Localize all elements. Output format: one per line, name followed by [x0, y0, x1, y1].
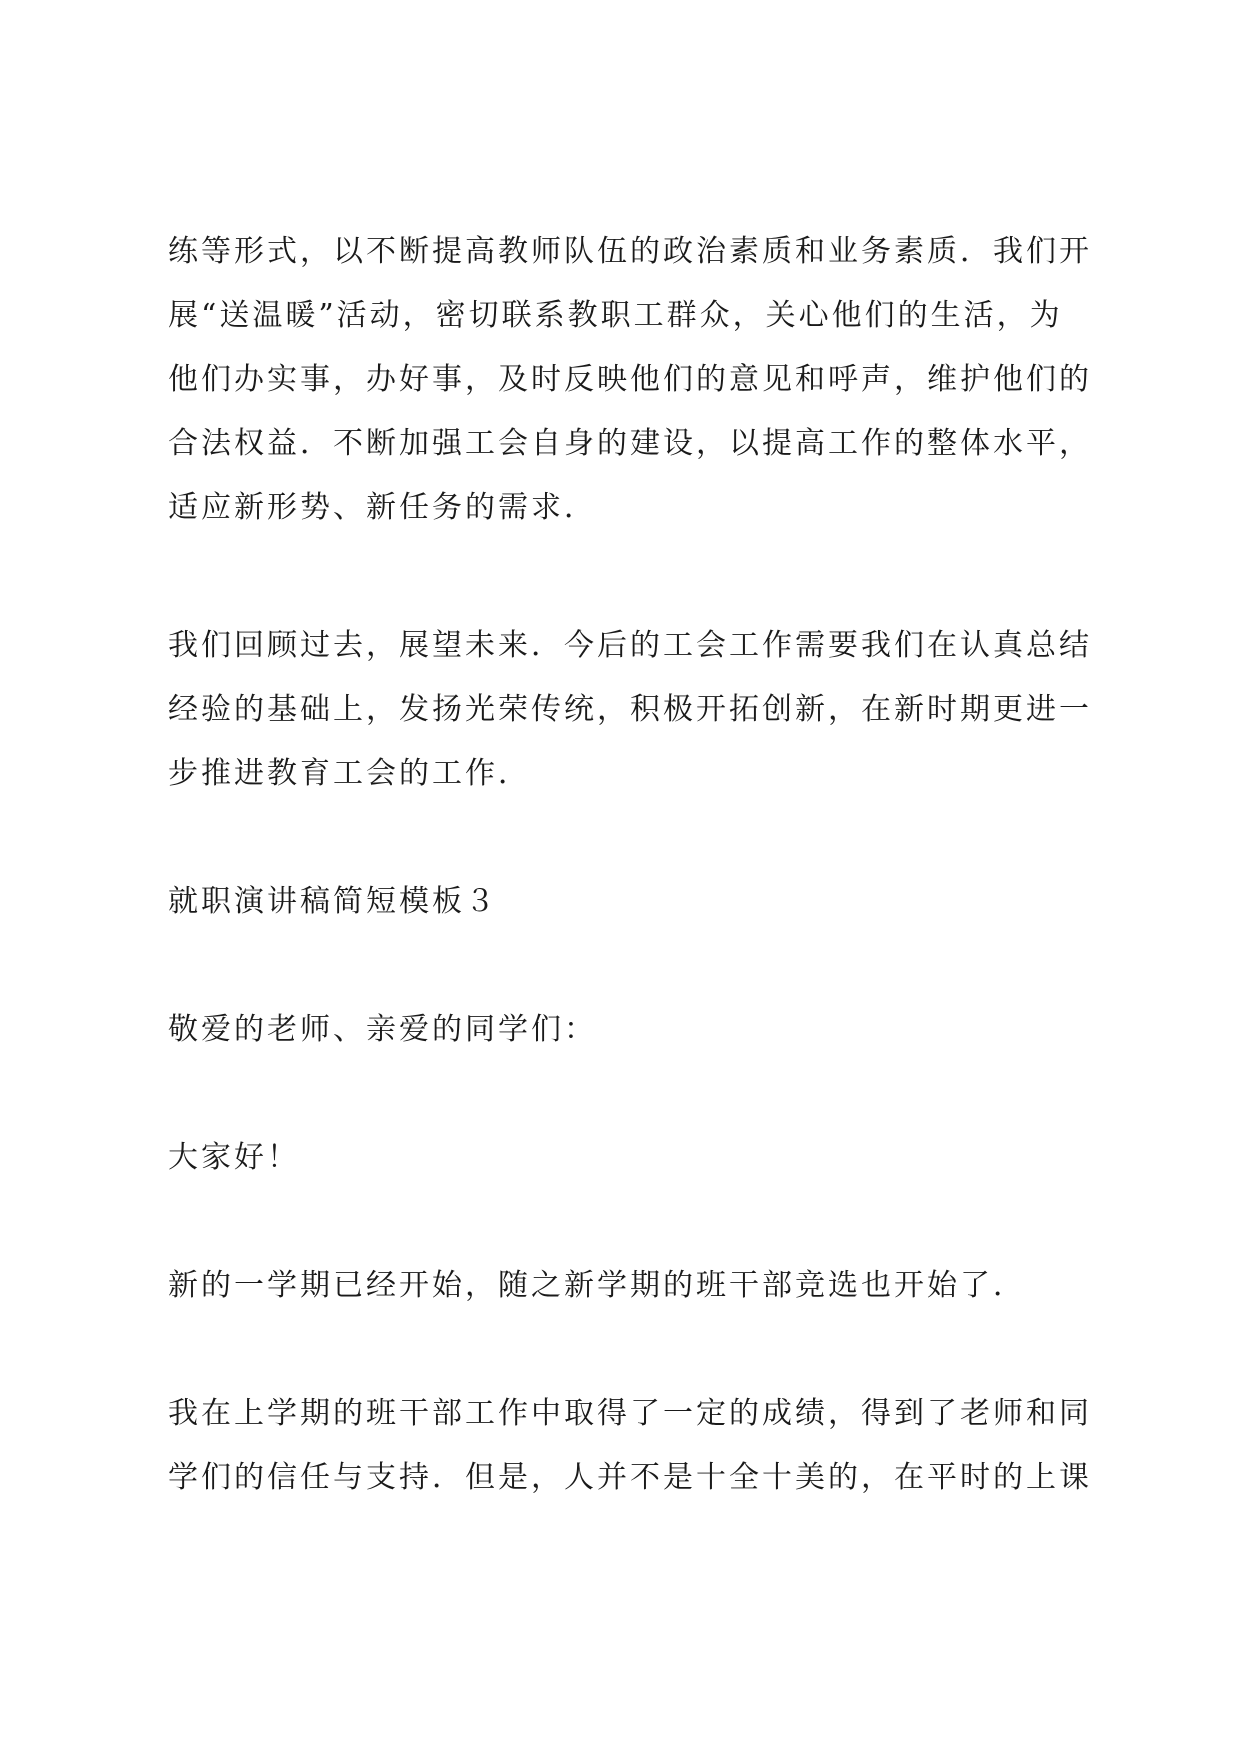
- text-line: 学们的信任与支持．但是，人并不是十全十美的，在平时的上课: [168, 1460, 1092, 1495]
- text-line: 他们办实事，办好事，及时反映他们的意见和呼声，维护他们的: [168, 362, 1092, 397]
- section-heading: [168, 870, 1098, 934]
- text-line: 步推进教育工会的工作．: [168, 756, 531, 791]
- paragraph-last-semester: [168, 1382, 1098, 1510]
- text-line: 经验的基础上，发扬光荣传统，积极开拓创新，在新时期更进一: [168, 692, 1092, 727]
- document-body: [168, 220, 1098, 1510]
- text-line: 练等形式，以不断提高教师队伍的政治素质和业务素质．我们开: [168, 234, 1092, 269]
- text-line: 我在上学期的班干部工作中取得了一定的成绩，得到了老师和同: [168, 1396, 1092, 1431]
- text-line: 合法权益．不断加强工会自身的建设，以提高工作的整体水平，: [168, 426, 1092, 461]
- greeting: [168, 1126, 1098, 1190]
- text-line: 适应新形势、新任务的需求．: [168, 490, 597, 525]
- text-line: 展“送温暖”活动，密切联系教职工群众，关心他们的生活，为: [168, 298, 1063, 333]
- paragraph-review-outlook: [168, 614, 1098, 806]
- text-line: 就职演讲稿简短模板３: [168, 884, 498, 919]
- paragraph-union-work: [168, 220, 1098, 540]
- salutation: [168, 998, 1098, 1062]
- paragraph-new-semester: [168, 1254, 1098, 1318]
- text-line: 新的一学期已经开始，随之新学期的班干部竞选也开始了．: [168, 1268, 1026, 1303]
- text-line: 敬爱的老师、亲爱的同学们：: [168, 1012, 597, 1047]
- text-line: 我们回顾过去，展望未来．今后的工会工作需要我们在认真总结: [168, 628, 1092, 663]
- text-line: 大家好！: [168, 1140, 300, 1175]
